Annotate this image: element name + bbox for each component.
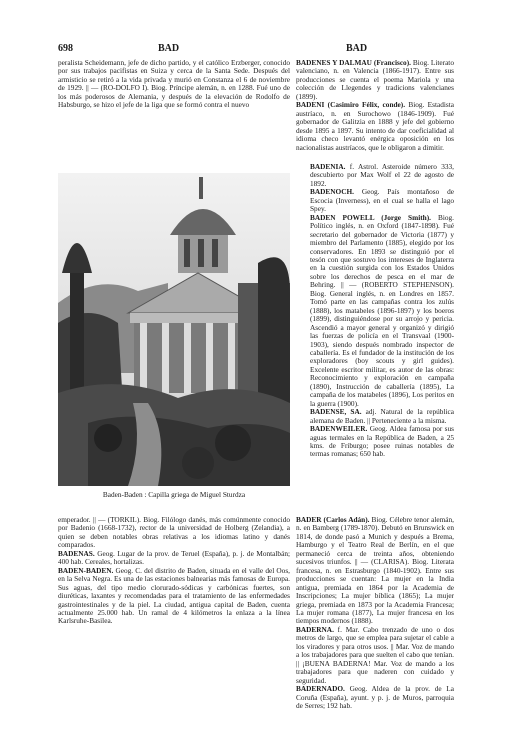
left-column-top (58, 59, 290, 169)
entry-head: BADEN POWELL (Jorge Smith). (310, 212, 431, 222)
running-head-right: BAD (346, 43, 368, 54)
left-column-bottom (58, 516, 290, 662)
right-column-middle (310, 163, 454, 513)
entry-head: BADENSE, SA. (310, 407, 362, 417)
entry (296, 516, 454, 626)
entry-head: BADERNADO. (296, 684, 345, 694)
entry-head: BADENES Y DALMAU (Francisco). (296, 58, 411, 67)
entry-text: Geog. País montañoso de Escocia (Inverness), en el cual se halla el lago Spey. (310, 187, 454, 214)
chapel-photo (58, 173, 290, 486)
entry (296, 59, 454, 101)
entry-head: BADENIA. (310, 162, 346, 171)
entry-text: emperador. || — (TORKIL). Biog. Filólogo danés, más comúnmente conocido por Badenio (1668-1732), rector de la universidad de Holberg (Zelandia), a quien se deben notables obras relativas a los idiomas latino y danés comparados. (58, 515, 290, 550)
entry-head: BADEN-BADEN. (58, 565, 114, 575)
photo-caption: Baden-Baden : Capilla griega de Miguel Sturdza (102, 490, 246, 499)
entry (310, 425, 454, 459)
entry-text: f. Astrol. Asteroide número 333, descubierto por Max Wolf el 22 de agosto de 1892. (310, 162, 454, 188)
entry-text: Geog. Lugar de la prov. de Teruel (España), p. j. de Montalbán; 400 hab. Cereales, hortalizas. (58, 548, 290, 567)
entry (296, 626, 454, 685)
entry (58, 516, 290, 550)
entry-text: f. Mar. Cabo trenzado de uno o dos metros de largo, que se emplea para sujetar el cable a los viradores y para otros usos. || Mar. Voz de mando a los trabajadores para que suelten el cabo que tenían. || ¡BUENA BADERNA! Mar. Voz de mando a los trabajadores para que naderen con cuidado y seguridad. (296, 624, 454, 685)
entry (310, 408, 454, 425)
entry-head: BADENOCH. (310, 187, 354, 197)
entry (296, 101, 454, 152)
entry-head: BADERNA. (296, 624, 334, 634)
entry (310, 188, 454, 213)
entry-text: Geog. Aldea de la prov. de La Coruña (España), ayunt. y p. j. de Muros, parroquia de Serres; 192 hab. (296, 684, 454, 710)
entry-text: Geog. C. del distrito de Baden, situada en el valle del Oos, en la Selva Negra. Es una de las estaciones balnearias más famosas de Europa. Sus aguas, del tipo medio clorurado-sódicas y carbónicas fuertes, son diuréticas, laxantes y recomendadas para el tratamiento de las enfermedades gastrointestinales y de la piel. La ciudad, antigua capital de Baden, cuenta actualmente 25.000 hab. Un ramal de 4 kilómetros la enlaza a la línea Karlsruhe-Basilea. (58, 565, 290, 626)
entry-text: Biog. Estadista austríaco, n. en Surochowo (1846-1909). Fué gobernador de Galitzia en 1888 y jefe del gobierno desde 1895 a 1897. Su intento de dar coeficialidad al idioma checo levantó enérgica oposición en los nacionalistas austríacos, que le obligaron a dimitir. (296, 100, 455, 152)
right-column-bottom (296, 515, 455, 710)
running-head-left: BAD (158, 43, 180, 54)
entry-head: BADENWEILER. (310, 424, 368, 434)
entry-text: adj. Natural de la república alemana de Baden. || Perteneciente a la misma. (310, 407, 454, 425)
entry-text: Geog. Aldea famosa por sus aguas termales en la República de Baden, a 25 kms. de Friburgo; posee ruinas notables de termas romanas; 650 hab. (310, 424, 454, 459)
entry (310, 214, 454, 408)
entry (296, 685, 454, 710)
entry (58, 550, 290, 567)
entry-head: BADER (Carlos Adán). (296, 515, 370, 524)
entry (58, 567, 290, 626)
entry (310, 163, 454, 188)
entry-text: Biog. Literato valenciano, n. en Valencia (1866-1917). Entre sus producciones se cuenta el poema Mariola y una colección de Llegendes y tradicions valencianes (1899). (296, 58, 454, 101)
entry-text: Biog. Célebre tenor alemán, n. en Bamberg (1789-1870). Debutó en Brunswick en 1814, de donde pasó a Munich y después a Brema, Hamburgo y el Teatro Real de Berlín, en el que permaneció cerca de treinta años, obteniendo sucesivos triunfos. || — (CLARISA). Biog. Literata francesa, n. en Estrasburgo (1840-1902). Entre sus producciones se cuentan: La mujer en la India antigua, premiada en 1864 por la Academia de Inscripciones; La mujer bíblica (1865); La mujer griega, premiada en 1873 por la Academia Francesa; La mujer romana (1877), La mujer francesa en los tiempos modernos (1888). (296, 515, 455, 626)
entry-head: BADENI (Casimiro Félix, conde). (296, 100, 406, 110)
photograph (58, 173, 290, 486)
entry-text: Biog. Político inglés, n. en Oxford (1847-1898). Fué secretario del gobernador de Victoria (1877) y miembro del Parlamento (1885), elegido por los conservadores. En 1893 se distinguió por el tesón con que sostuvo los intereses de Inglaterra en la cuestión surgida con los Estados Unidos sobre los derechos de pesca en el mar de Behring. || — (ROBERTO STEPHENSON). Biog. General inglés, n. en Londres en 1857. Tomó parte en las campañas contra los zulús (1888), los matabeles (1896-1897) y los boeros (1899), distinguiéndose por su arrojo y pericia. Ascendió a mayor general y organizó y dirigió las fuerzas de policía en el Transvaal (1900-1903), siendo después nombrado inspector de caballería. Es el fundador de la institución de los exploradores (boy scouts y girl guides). Excelente escritor militar, es autor de las obras: Reconocimiento y exploración en campaña (1890), Instrucción de caballería (1895), La campaña de los matabeles (1896), Los peritos en la guerra (1900). (310, 212, 454, 408)
paragraph: peralista Scheidemann, jefe de dicho partido, y el católico Erzberger, conocido por sus trabajos pacifistas en Suiza y cerca de la Santa Sede. Después del armisticio se retiró a la vida privada y murió en Constanza el 6 de noviembre de 1929. || — (RO-DOLFO I). Biog. Príncipe alemán, n. en 1288. Fué uno de los más poderosos de Alemania, y después de la elevación de Rodolfo de Habsburgo, se hizo el jefe de la liga que se formó contra el nuevo (58, 58, 290, 110)
entry-head: BADENAS. (58, 548, 95, 558)
page-number: 698 (58, 43, 73, 54)
right-column-top (296, 59, 454, 161)
